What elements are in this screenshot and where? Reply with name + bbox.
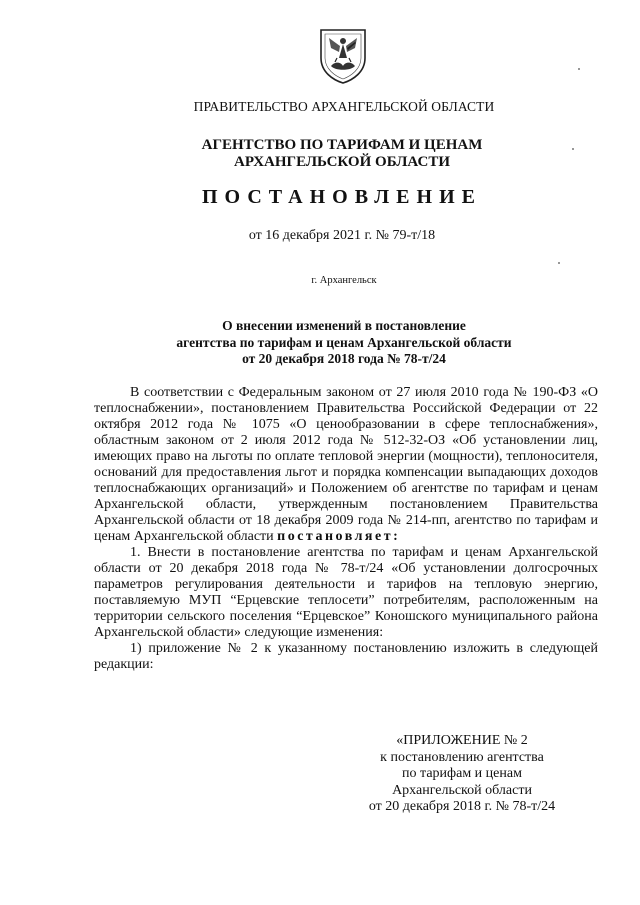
- subject-line1: О внесении изменений в постановление: [222, 318, 466, 333]
- document-type-title: ПОСТАНОВЛЕНИЕ: [202, 186, 482, 208]
- agency-heading-line2: АРХАНГЕЛЬСКОЙ ОБЛАСТИ: [234, 154, 450, 170]
- document-body: [94, 385, 598, 673]
- preamble-paragraph: [94, 385, 598, 545]
- appendix-line4: Архангельской области: [392, 782, 532, 798]
- subclause-1-paragraph: 1) приложение № 2 к указанному постановлению изложить в следующей редакции:: [94, 641, 598, 672]
- agency-heading-line1: АГЕНТСТВО ПО ТАРИФАМ И ЦЕНАМ: [201, 137, 483, 153]
- document-subject: [24, 318, 640, 368]
- coat-of-arms-icon: [317, 28, 369, 84]
- preamble-text: В соответствии с Федеральным законом от 27 июля 2010 года № 190-ФЗ «О теплоснабжении», постановлением Правительства Российской Федерации от 22 октября 2012 года № 1075 «О ценообразовании в сфере теплоснабжения», областным законом от 2 июля 2012 года № 512-32-ОЗ «Об установлении лиц, имеющих право на льготы по оплате тепловой энергии (мощности), теплоносителя, оснований для предоставления льгот и порядка компенсации выпадающих доходов теплоснабжающих организаций» и Положением об агентстве по тарифам и ценам Архангельской области, утвержденным постановлением Правительства Архангельской области от 18 декабря 2009 года № 214-пп, агентство по тарифам и ценам Архангельской области: [94, 385, 598, 544]
- appendix-line2: к постановлению агентства: [380, 749, 544, 765]
- scan-speck: [558, 262, 560, 264]
- subject-line3: от 20 декабря 2018 года № 78-т/24: [242, 351, 446, 366]
- government-heading: ПРАВИТЕЛЬСТВО АРХАНГЕЛЬСКОЙ ОБЛАСТИ: [193, 99, 495, 114]
- appendix-reference-block: [336, 733, 588, 816]
- appendix-line5: от 20 декабря 2018 г. № 78-т/24: [368, 799, 556, 814]
- scan-speck: [578, 68, 580, 70]
- document-date-number: от 16 декабря 2021 г. № 79-т/18: [248, 228, 436, 243]
- document-city: г. Архангельск: [311, 275, 377, 286]
- appendix-line1: «ПРИЛОЖЕНИЕ № 2: [396, 733, 528, 748]
- appendix-line3: по тарифам и ценам: [402, 766, 522, 781]
- clause-1-paragraph: 1. Внести в постановление агентства по тарифам и ценам Архангельской области от 20 декабря 2018 года № 78-т/24 «Об установлении долгосрочных параметров регулирования деятельности и тарифов на тепловую энергию, поставляемую МУП “Ерцевские теплосети” потребителям, расположенным на территории сельского поселения “Ерцевское” Коношского муниципального района Архангельской области» следующие изменения:: [94, 545, 598, 640]
- agency-heading: [22, 137, 640, 171]
- resolves-keyword: постановляет:: [277, 529, 401, 544]
- subject-line2: агентства по тарифам и ценам Архангельской области: [176, 334, 512, 350]
